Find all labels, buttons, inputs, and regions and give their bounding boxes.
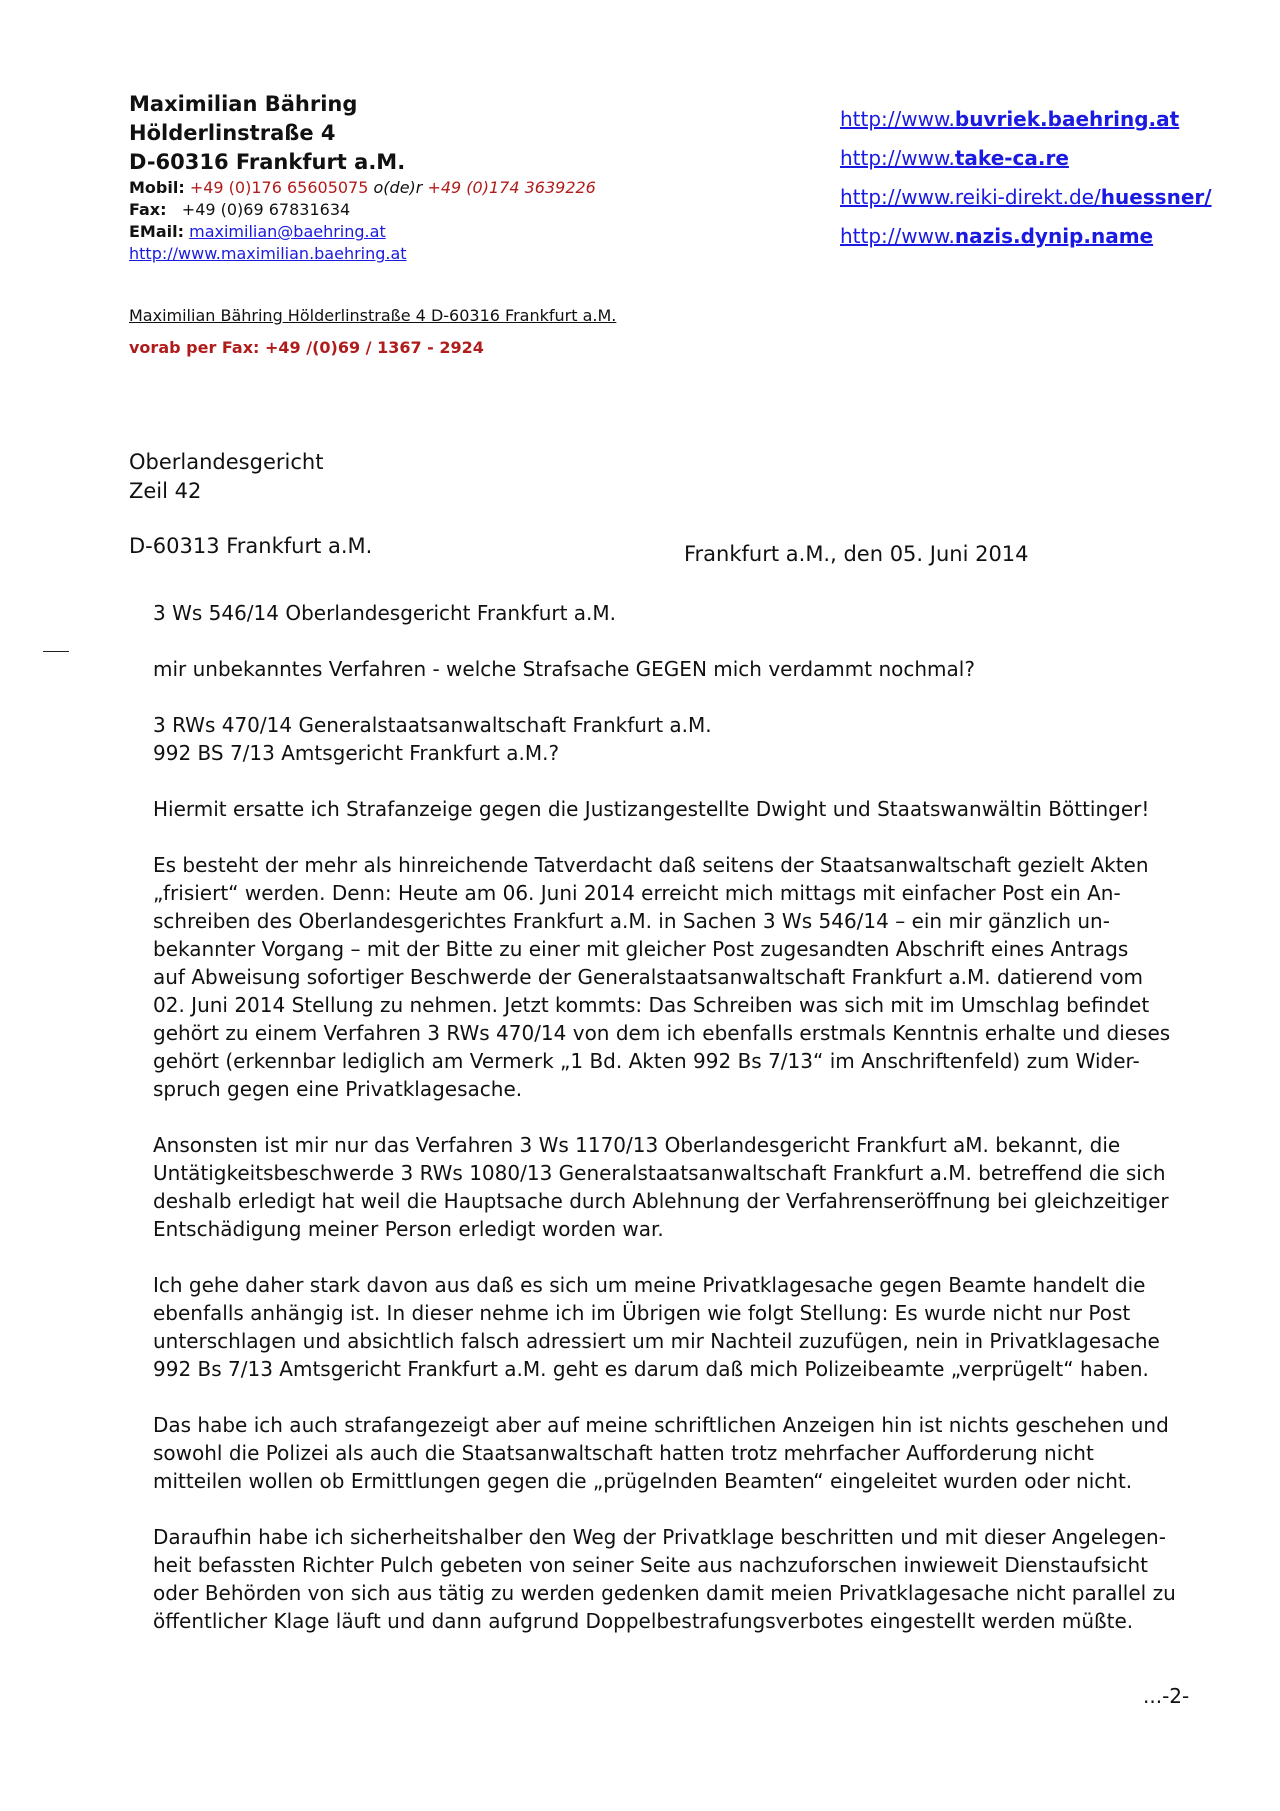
sender-website bbox=[129, 243, 596, 265]
body-line: mitteilen wollen ob Ermittlungen gegen die „prügelnden Beamten“ eingeleitet wurden oder nicht. bbox=[153, 1469, 1133, 1493]
fax-note-number: +49 /(0)69 / 1367 - 2924 bbox=[264, 338, 484, 357]
body-line: Das habe ich auch strafangezeigt aber auf meine schriftlichen Anzeigen hin ist nichts geschehen und bbox=[153, 1413, 1169, 1437]
header-links bbox=[840, 100, 1212, 256]
body-line: sowohl die Polizei als auch die Staatsanwaltschaft hatten trotz mehrfacher Aufforderung nicht bbox=[153, 1441, 1094, 1465]
body-line: schreiben des Oberlandesgerichtes Frankfurt a.M. in Sachen 3 Ws 546/14 – ein mir gänzlich un- bbox=[153, 909, 1110, 933]
body-line: heit befassten Richter Pulch gebeten von seiner Seite aus nachzuforschen inwieweit Dienstaufsicht bbox=[153, 1553, 1149, 1577]
body-line: Hiermit ersatte ich Strafanzeige gegen die Justizangestellte Dwight und Staatswanwältin Böttinger! bbox=[153, 797, 1150, 821]
body-line: unterschlagen und absichtlich falsch adressiert um mir Nachteil zuzufügen, nein in Privatklagesache bbox=[153, 1329, 1160, 1353]
body-line: 992 BS 7/13 Amtsgericht Frankfurt a.M.? bbox=[153, 741, 560, 765]
paragraph-gap bbox=[153, 767, 1203, 795]
sender-mobile bbox=[129, 177, 596, 199]
recipient-block bbox=[129, 448, 323, 506]
mobile-separator: o(de)r bbox=[373, 178, 423, 197]
email-link[interactable]: maximilian@baehring.at bbox=[189, 222, 386, 241]
body-line: gehört zu einem Verfahren 3 RWs 470/14 von dem ich ebenfalls erstmals Kenntnis erhalte und dieses bbox=[153, 1021, 1171, 1045]
sender-fax bbox=[129, 199, 596, 221]
body-line: ebenfalls anhängig ist. In dieser nehme ich im Übrigen wie folgt Stellung: Es wurde nicht nur Post bbox=[153, 1301, 1131, 1325]
paragraph-gap bbox=[153, 823, 1203, 851]
recipient-city: D-60313 Frankfurt a.M. bbox=[129, 534, 373, 558]
link-buvriek[interactable]: http://www.buvriek.baehring.at bbox=[840, 107, 1180, 131]
fax-number: +49 (0)69 67831634 bbox=[181, 200, 351, 219]
fax-note bbox=[129, 338, 484, 357]
body-line: öffentlicher Klage läuft und dann aufgrund Doppelbestrafungsverbotes eingestellt werden müßte. bbox=[153, 1609, 1134, 1633]
body-line: „frisiert“ werden. Denn: Heute am 06. Juni 2014 erreicht mich mittags mit einfacher Post ein An- bbox=[153, 881, 1121, 905]
body-line: mir unbekanntes Verfahren - welche Strafsache GEGEN mich verdammt nochmal? bbox=[153, 657, 975, 681]
return-address-line: Maximilian Bähring Hölderlinstraße 4 D-60316 Frankfurt a.M. bbox=[129, 306, 617, 325]
mobile-number-2: +49 (0)174 3639226 bbox=[427, 178, 596, 197]
link-nazis[interactable]: http://www.nazis.dynip.name bbox=[840, 224, 1154, 248]
email-label: EMail: bbox=[129, 222, 185, 241]
link-reiki[interactable]: http://www.reiki-direkt.de/huessner/ bbox=[840, 185, 1212, 209]
sender-email bbox=[129, 221, 596, 243]
paragraph-gap bbox=[153, 1243, 1203, 1271]
body-line: 02. Juni 2014 Stellung zu nehmen. Jetzt kommts: Das Schreiben was sich mit im Umschlag befindet bbox=[153, 993, 1150, 1017]
sender-street: Hölderlinstraße 4 bbox=[129, 121, 336, 145]
recipient-line1: Oberlandesgericht bbox=[129, 450, 324, 474]
sender-block bbox=[129, 90, 596, 265]
body-line: deshalb erledigt hat weil die Hauptsache durch Ablehnung der Verfahrenseröffnung bei gleichzeitiger bbox=[153, 1189, 1169, 1213]
fax-note-label: vorab per Fax: bbox=[129, 338, 260, 357]
body-line: 3 RWs 470/14 Generalstaatsanwaltschaft Frankfurt a.M. bbox=[153, 713, 712, 737]
fold-mark bbox=[43, 651, 69, 652]
body-line: oder Behörden von sich aus tätig zu werden gedenken damit meien Privatklagesache nicht parallel zu bbox=[153, 1581, 1176, 1605]
body-line: Ansonsten ist mir nur das Verfahren 3 Ws 1170/13 Oberlandesgericht Frankfurt aM. bekannt, die bbox=[153, 1133, 1121, 1157]
body-line: 992 Bs 7/13 Amtsgericht Frankfurt a.M. geht es darum daß mich Polizeibeamte „verprügelt“ haben. bbox=[153, 1357, 1149, 1381]
paragraph-gap bbox=[153, 1103, 1203, 1131]
body-line: Entschädigung meiner Person erledigt worden war. bbox=[153, 1217, 664, 1241]
link-take-care[interactable]: http://www.take-ca.re bbox=[840, 146, 1069, 170]
letter-body bbox=[153, 599, 1203, 1635]
body-line: Daraufhin habe ich sicherheitshalber den Weg der Privatklage beschritten und mit dieser Angelegen- bbox=[153, 1525, 1166, 1549]
paragraph-gap bbox=[153, 627, 1203, 655]
website-link[interactable]: http://www.maximilian.baehring.at bbox=[129, 244, 407, 263]
fax-label: Fax: bbox=[129, 200, 167, 219]
body-line: Ich gehe daher stark davon aus daß es sich um meine Privatklagesache gegen Beamte handelt die bbox=[153, 1273, 1146, 1297]
body-line: spruch gegen eine Privatklagesache. bbox=[153, 1077, 523, 1101]
mobile-label: Mobil: bbox=[129, 178, 185, 197]
body-line: Untätigkeitsbeschwerde 3 RWs 1080/13 Generalstaatsanwaltschaft Frankfurt a.M. betreffend die sich bbox=[153, 1161, 1166, 1185]
body-line: gehört (erkennbar lediglich am Vermerk „1 Bd. Akten 992 Bs 7/13“ im Anschriftenfeld) zum Wider- bbox=[153, 1049, 1140, 1073]
mobile-number-1: +49 (0)176 65605075 bbox=[189, 178, 369, 197]
paragraph-gap bbox=[153, 683, 1203, 711]
body-line: auf Abweisung sofortiger Beschwerde der Generalstaatsanwaltschaft Frankfurt a.M. datierend vom bbox=[153, 965, 1144, 989]
sender-city: D-60316 Frankfurt a.M. bbox=[129, 150, 406, 174]
body-line: bekannter Vorgang – mit der Bitte zu einer mit gleicher Post zugesandten Abschrift eines Antrags bbox=[153, 937, 1129, 961]
body-line: 3 Ws 546/14 Oberlandesgericht Frankfurt a.M. bbox=[153, 601, 617, 625]
body-line: Es besteht der mehr als hinreichende Tatverdacht daß seitens der Staatsanwaltschaft gezielt Akten bbox=[153, 853, 1149, 877]
paragraph-gap bbox=[153, 1383, 1203, 1411]
paragraph-gap bbox=[153, 1495, 1203, 1523]
sender-name: Maximilian Bähring bbox=[129, 92, 358, 116]
recipient-line2: Zeil 42 bbox=[129, 479, 202, 503]
page-number: ...-2- bbox=[1143, 1684, 1190, 1708]
letter-date: Frankfurt a.M., den 05. Juni 2014 bbox=[684, 542, 1029, 566]
